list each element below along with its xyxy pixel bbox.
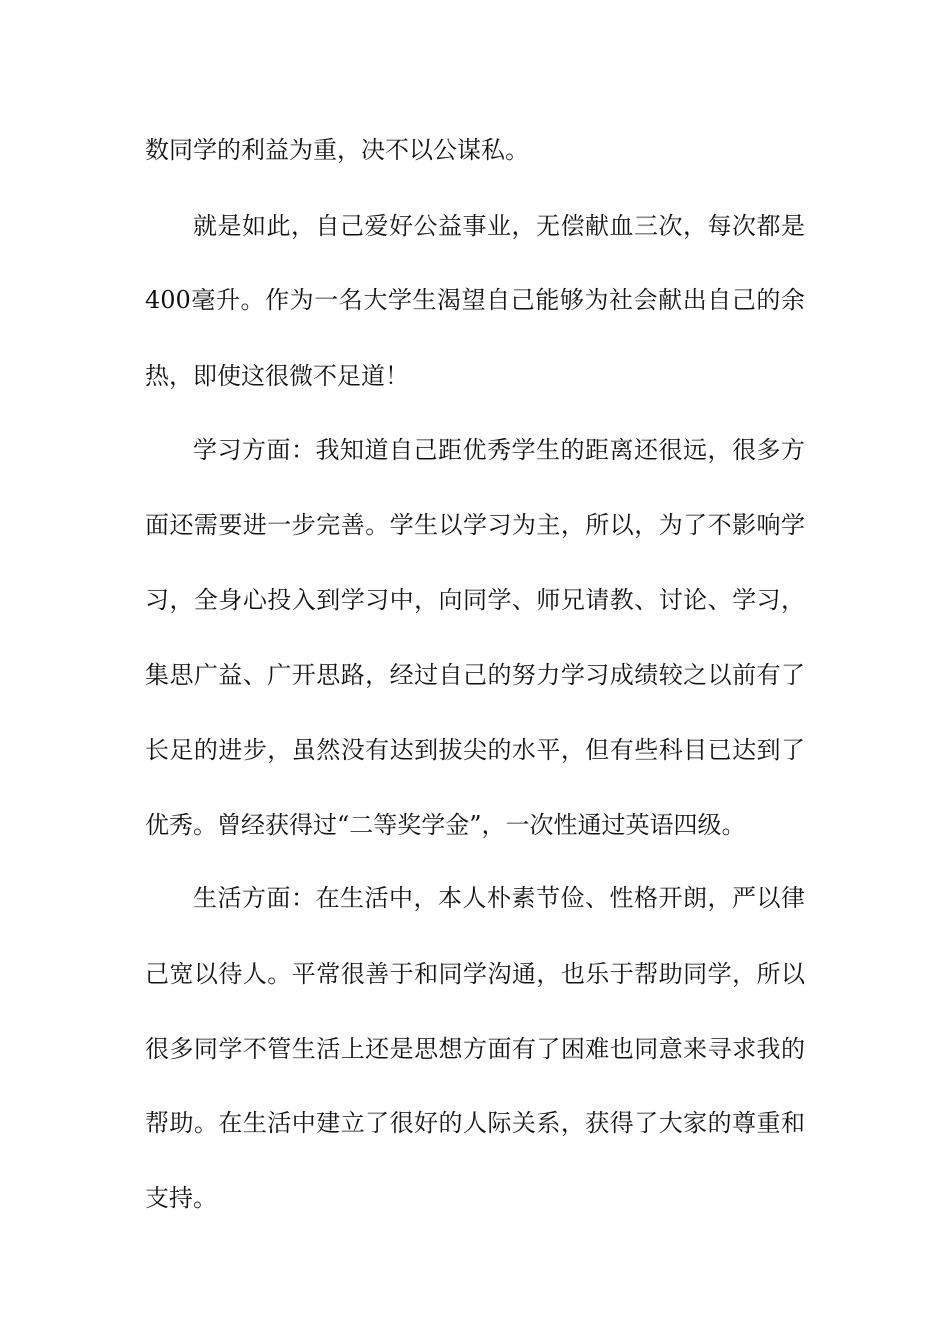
paragraph-start-line: 学习方面：我知道自己距优秀学生的距离还很远，很多方 (193, 436, 805, 464)
text-line: 优秀。曾经获得过“二等奖学金”，一次性通过英语四级。 (145, 811, 746, 839)
text-line: 很多同学不管生活上还是思想方面有了困难也同意来寻求我的 (145, 1035, 805, 1063)
text-line: 支持。 (145, 1184, 217, 1212)
text-line: 热，即使这很微不足道！ (145, 362, 409, 390)
text-line: 帮助。在生活中建立了很好的人际关系，获得了大家的尊重和 (145, 1109, 805, 1137)
text-line: 400毫升。作为一名大学生渴望自己能够为社会献出自己的余 (145, 286, 805, 314)
text-line: 长足的进步，虽然没有达到拔尖的水平，但有些科目已达到了 (145, 736, 805, 764)
text-line: 面还需要进一步完善。学生以学习为主，所以，为了不影响学 (145, 511, 805, 539)
text-line: 数同学的利益为重，决不以公谋私。 (145, 136, 529, 164)
text-line: 习，全身心投入到学习中，向同学、师兄请教、讨论、学习， (145, 586, 805, 614)
paragraph-start-line: 生活方面：在生活中，本人朴素节俭、性格开朗，严以律 (193, 884, 805, 912)
text-line: 己宽以待人。平常很善于和同学沟通，也乐于帮助同学，所以 (145, 960, 805, 988)
text-line: 集思广益、广开思路，经过自己的努力学习成绩较之以前有了 (145, 661, 805, 689)
paragraph-start-line: 就是如此，自己爱好公益事业，无偿献血三次，每次都是 (193, 212, 805, 240)
